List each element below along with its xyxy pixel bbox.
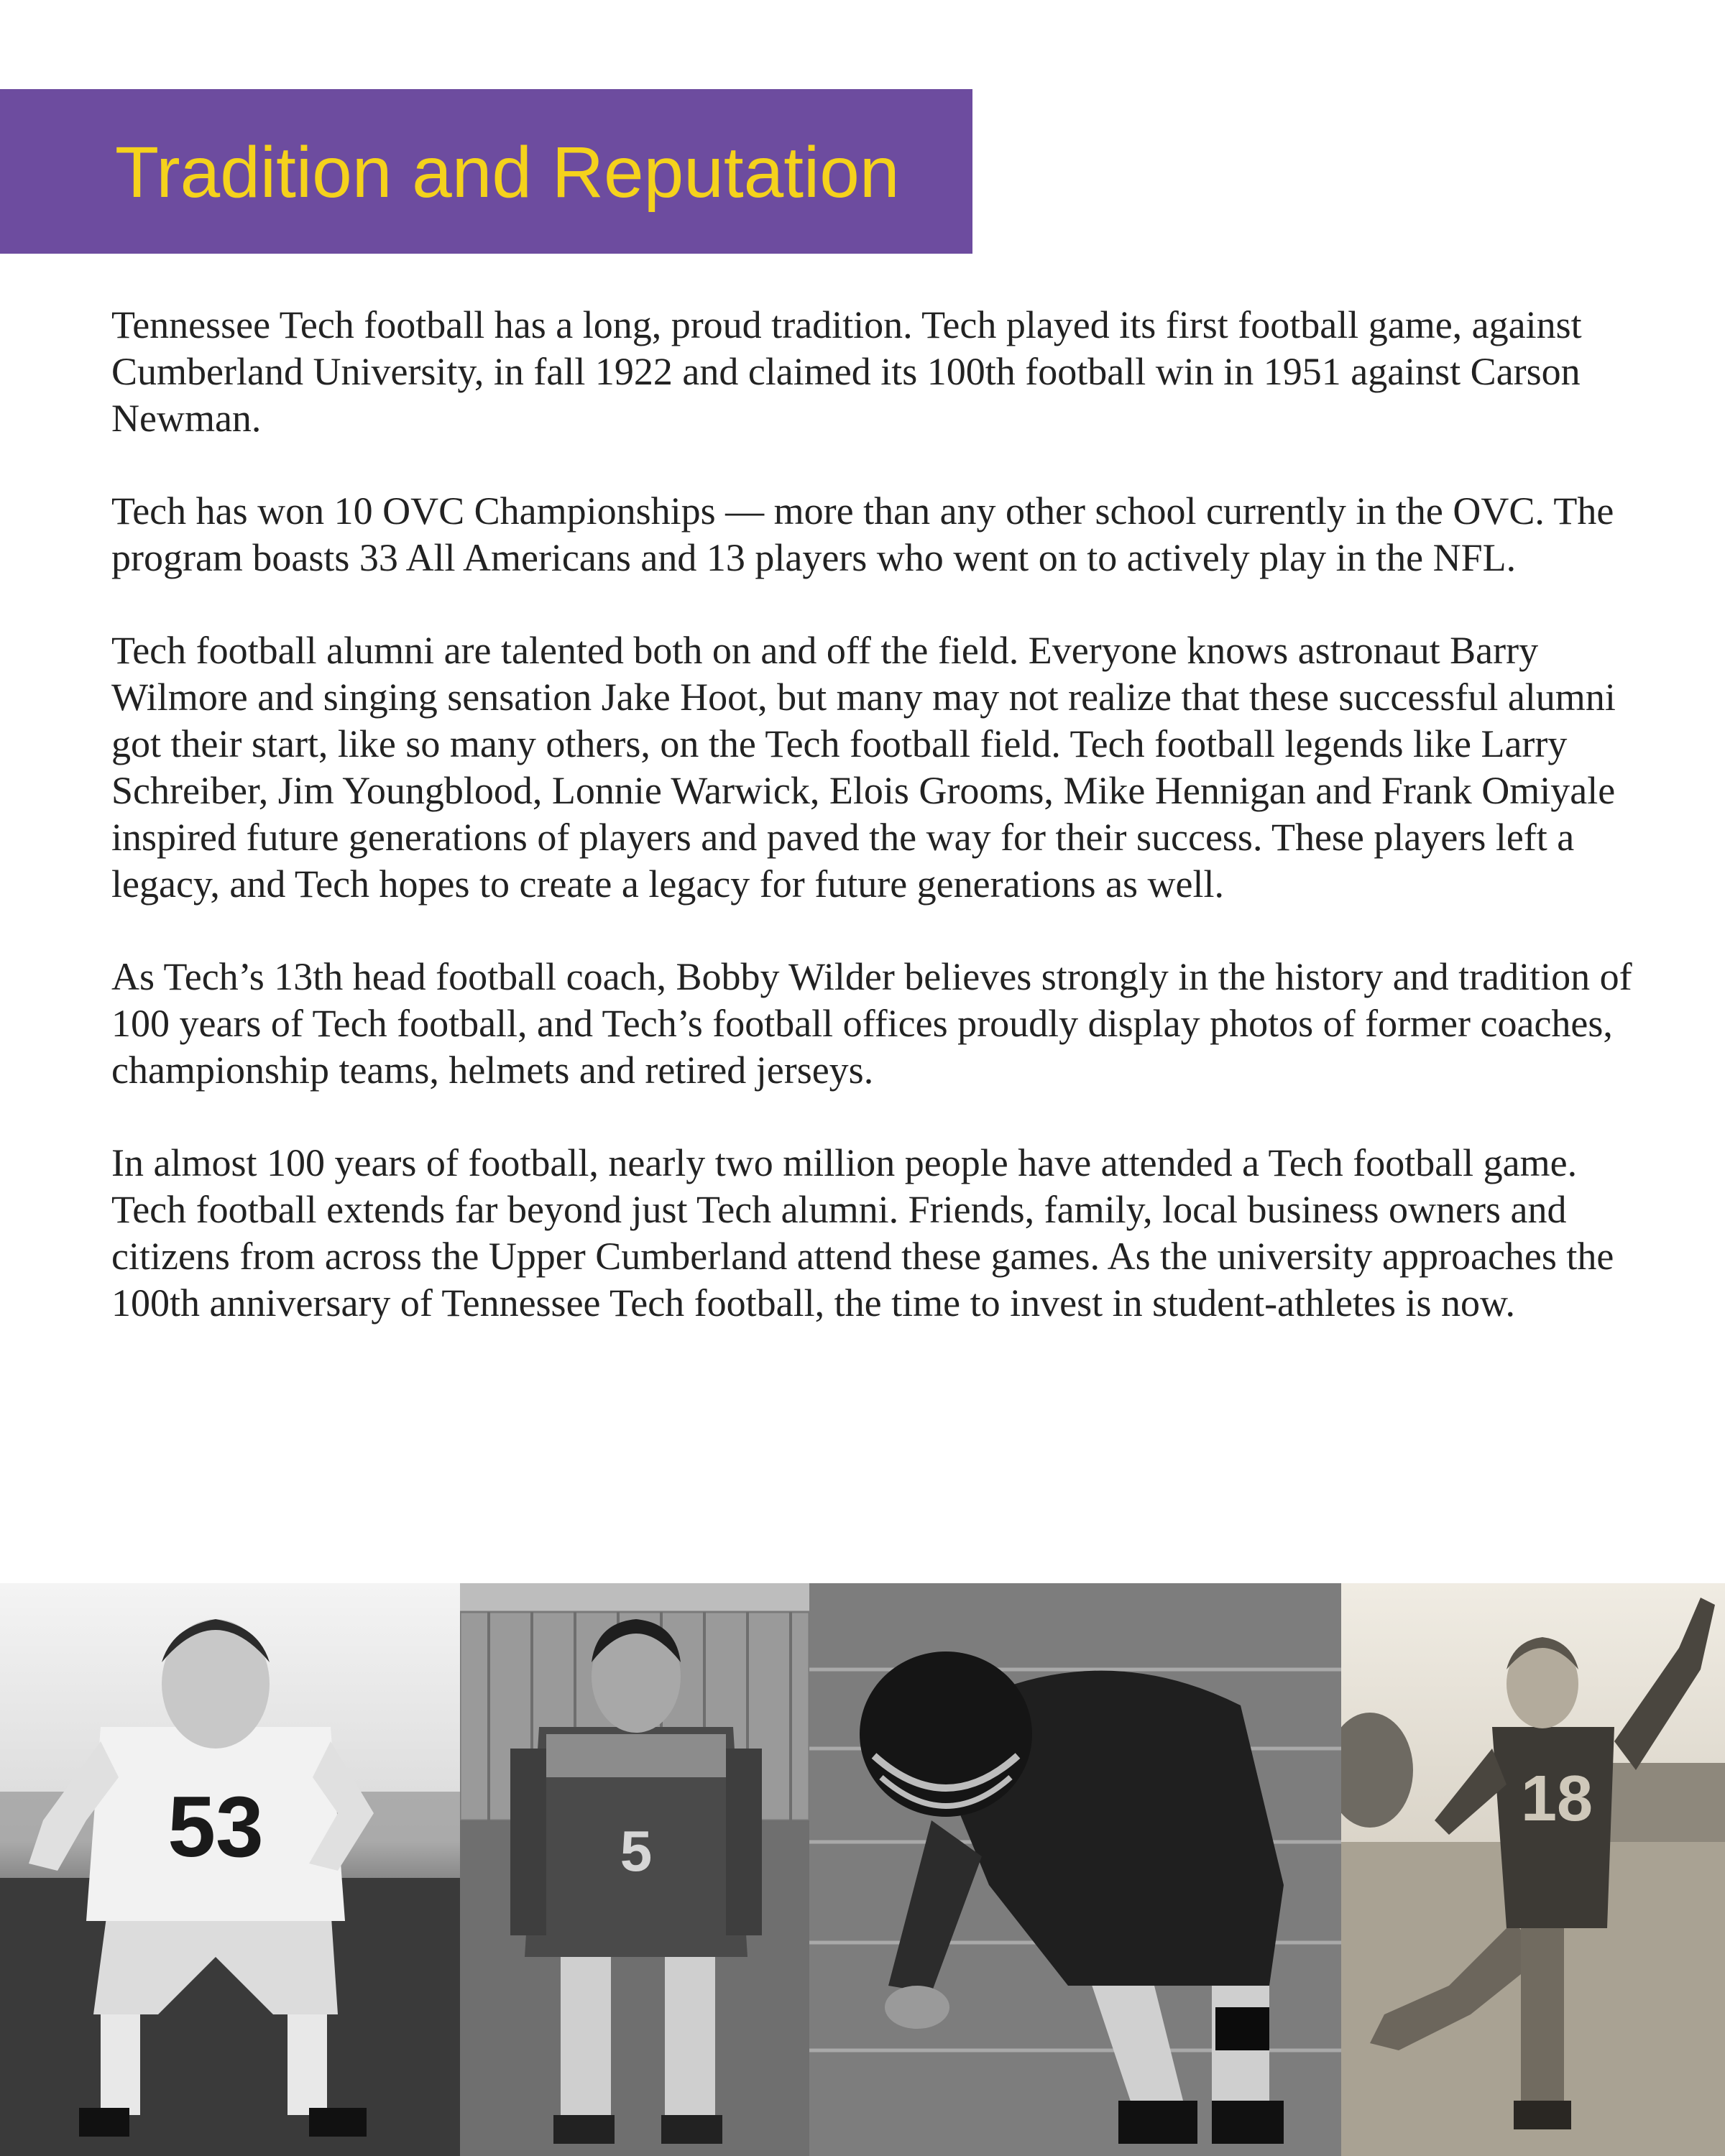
player-photo-4 bbox=[1341, 1583, 1725, 2156]
jersey-number: 53 bbox=[167, 1779, 264, 1875]
photo-strip bbox=[0, 1583, 1725, 2156]
page-title: Tradition and Reputation bbox=[115, 132, 900, 213]
jersey-number: 5 bbox=[620, 1819, 653, 1883]
article-body bbox=[111, 302, 1650, 1373]
title-banner bbox=[0, 89, 972, 254]
player-photo-1 bbox=[0, 1583, 460, 2156]
paragraph: As Tech’s 13th head football coach, Bobby Wilder believes strongly in the history and tradition of 100 years of Tech football, and Tech’s football offices proudly display photos of former coaches, championship teams, helmets and retired jerseys. bbox=[111, 955, 1632, 1092]
player-photo-3 bbox=[809, 1583, 1341, 2156]
paragraph: Tech football alumni are talented both on and off the field. Everyone knows astronaut Barry Wilmore and singing sensation Jake Hoot, but many may not realize that these successful alumni got their start, like so many others, on the Tech football field. Tech football legends like Larry Schreiber, Jim Youngblood, Lonnie Warwick, Elois Grooms, Mike Hennigan and Frank Omiyale inspired future generations of players and paved the way for their success. These players left a legacy, and Tech hopes to create a legacy for future generations as well. bbox=[111, 629, 1616, 906]
paragraph: Tech has won 10 OVC Championships — more than any other school currently in the OVC. The program boasts 33 All Americans and 13 players who went on to actively play in the NFL. bbox=[111, 489, 1614, 579]
paragraph: Tennessee Tech football has a long, proud tradition. Tech played its first football game, against Cumberland University, in fall 1922 and claimed its 100th football win in 1951 against Carson Newman. bbox=[111, 303, 1582, 440]
jersey-number: 18 bbox=[1520, 1763, 1593, 1835]
player-photo-2 bbox=[460, 1583, 809, 2156]
paragraph: In almost 100 years of football, nearly two million people have attended a Tech football game. Tech football extends far beyond just Tech alumni. Friends, family, local business owners and citizens from across the Upper Cumberland attend these games. As the university approaches the 100th anniversary of Tennessee Tech football, the time to invest in student-athletes is now. bbox=[111, 1141, 1614, 1325]
